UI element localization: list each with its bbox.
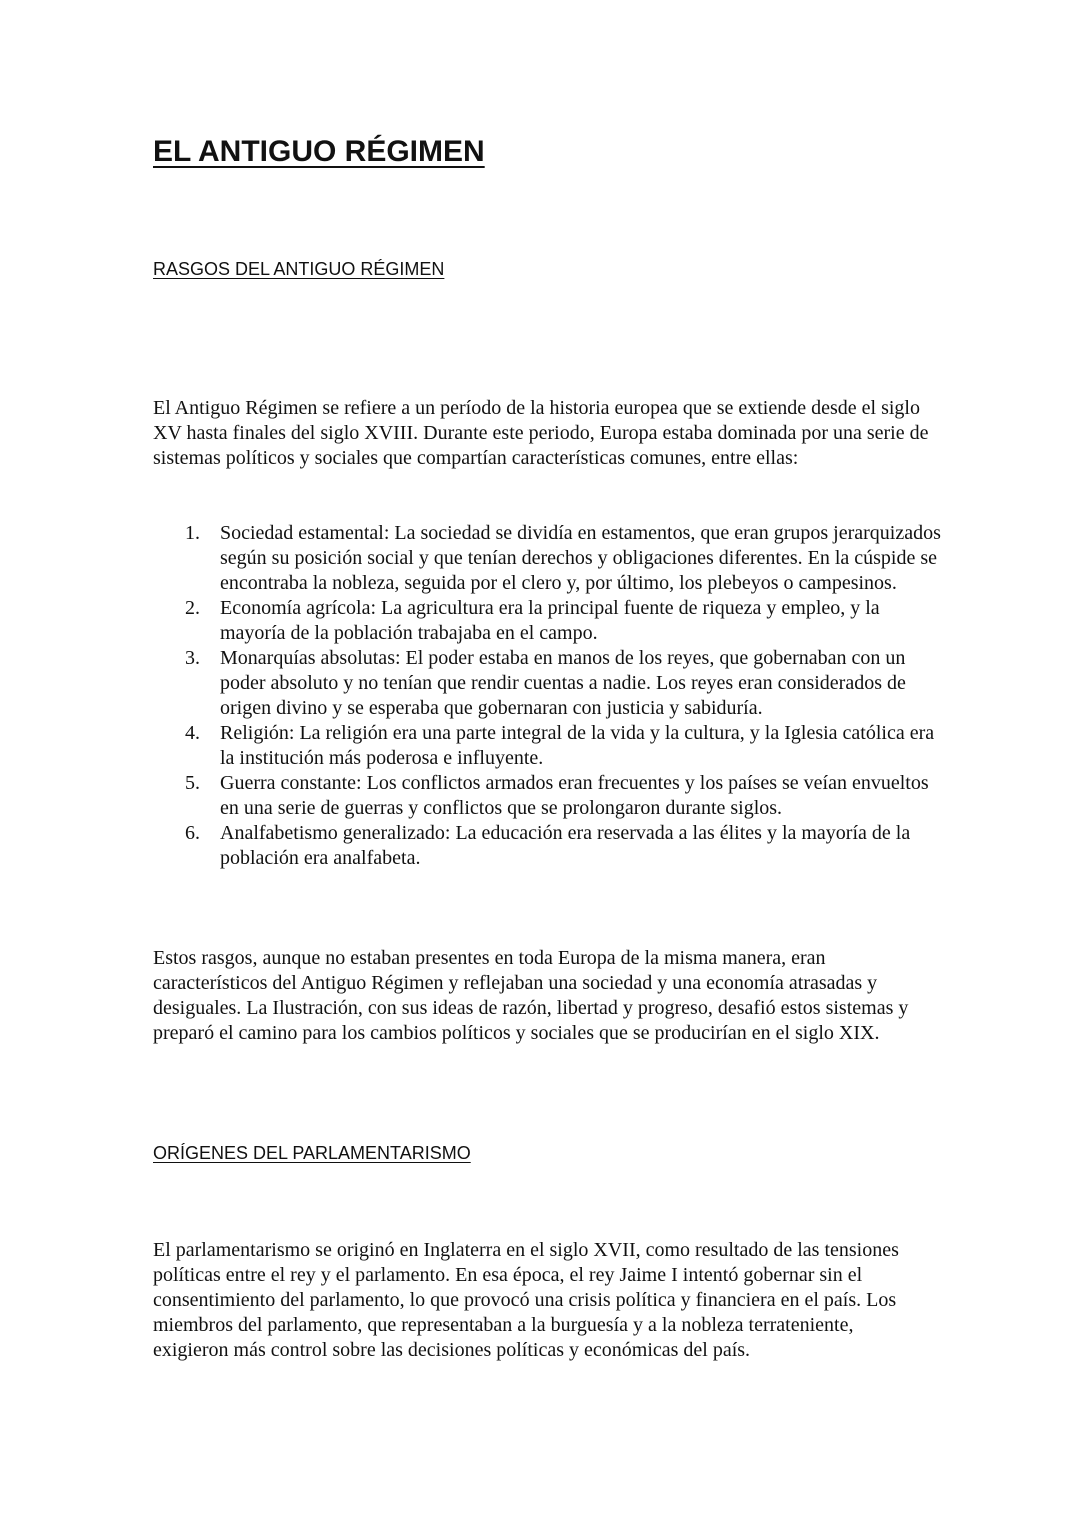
- list-item-number: 6.: [185, 822, 200, 844]
- section-heading-origenes: ORÍGENES DEL PARLAMENTARISMO: [153, 1143, 471, 1163]
- list-item-text: Religión: La religión era una parte integral de la vida y la cultura, y la Iglesia católica era la institución más poderosa e influyente.: [220, 722, 935, 769]
- outro-paragraph: Estos rasgos, aunque no estaban presentes en toda Europa de la misma manera, eran característicos del Antiguo Régimen y reflejaban una sociedad y una economía atrasadas y desiguales. La Ilustración, con sus ideas de razón, libertad y progreso, desafió estos sistemas y preparó el camino para los cambios políticos y sociales que se producirían en el siglo XIX.: [153, 947, 909, 1044]
- parlamentarismo-paragraph: El parlamentarismo se originó en Inglaterra en el siglo XVII, como resultado de las tensiones políticas entre el rey y el parlamento. En esa época, el rey Jaime I intentó gobernar sin el consentimiento del parlamento, lo que provocó una crisis política y financiera en el país. Los miembros del parlamento, que representaban a la burguesía y a la nobleza terrateniente, exigieron más control sobre las decisiones políticas y económicas del país.: [153, 1239, 899, 1361]
- list-item: [153, 721, 943, 771]
- list-item: [153, 821, 943, 871]
- list-item-number: 1.: [185, 522, 200, 544]
- rasgos-list: [153, 521, 943, 871]
- list-item-number: 3.: [185, 647, 200, 669]
- list-item-number: 5.: [185, 772, 200, 794]
- list-item: [153, 596, 943, 646]
- list-item-text: Monarquías absolutas: El poder estaba en manos de los reyes, que gobernaban con un poder absoluto y no tenían que rendir cuentas a nadie. Los reyes eran considerados de origen divino y se esperaba que gobernaran con justicia y sabiduría.: [220, 647, 906, 719]
- list-item-number: 4.: [185, 722, 200, 744]
- section-heading-rasgos: RASGOS DEL ANTIGUO RÉGIMEN: [153, 259, 445, 279]
- list-item-text: Economía agrícola: La agricultura era la principal fuente de riqueza y empleo, y la mayoría de la población trabajaba en el campo.: [220, 597, 880, 644]
- list-item-text: Analfabetismo generalizado: La educación era reservada a las élites y la mayoría de la población era analfabeta.: [220, 822, 911, 869]
- list-item: [153, 521, 943, 596]
- list-item-text: Sociedad estamental: La sociedad se dividía en estamentos, que eran grupos jerarquizados según su posición social y que tenían derechos y obligaciones diferentes. En la cúspide se encontraba la nobleza, seguida por el clero y, por último, los plebeyos o campesinos.: [220, 522, 941, 594]
- document-title: EL ANTIGUO RÉGIMEN: [153, 135, 485, 168]
- intro-paragraph: El Antiguo Régimen se refiere a un período de la historia europea que se extiende desde el siglo XV hasta finales del siglo XVIII. Durante este periodo, Europa estaba dominada por una serie de sistemas políticos y sociales que compartían características comunes, entre ellas:: [153, 397, 929, 469]
- list-item-text: Guerra constante: Los conflictos armados eran frecuentes y los países se veían envueltos en una serie de guerras y conflictos que se prolongaron durante siglos.: [220, 772, 929, 819]
- list-item: [153, 646, 943, 721]
- list-item-number: 2.: [185, 597, 200, 619]
- list-item: [153, 771, 943, 821]
